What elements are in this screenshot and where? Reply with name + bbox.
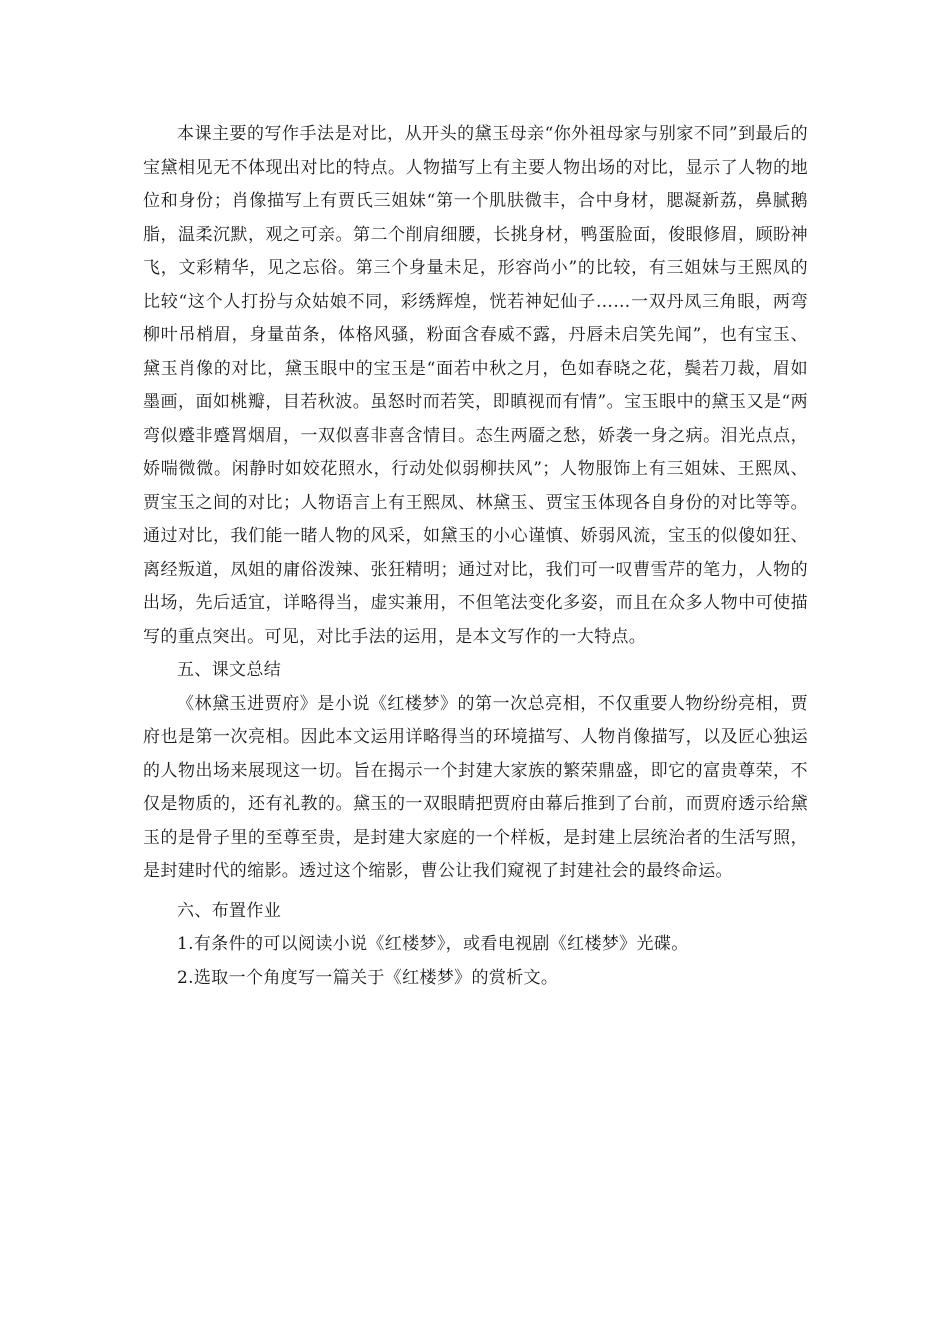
paragraph-lesson-summary: 《林黛玉进贾府》是小说《红楼梦》的第一次总亮相，不仅重要人物纷纷亮相，贾府也是第一次亮相。因此本文运用详略得当的环境描写、人物肖像描写，以及匠心独运的人物出场来展现这一切。旨在揭示一个封建大家族的繁荣鼎盛，即它的富贵尊荣，不仅是物质的，还有礼教的。黛玉的一双眼睛把贾府由幕后推到了台前，而贾府透示给黛玉的是骨子里的至尊至贵，是封建大家庭的一个样板，是封建上层统治者的生活写照，是封建时代的缩影。透过这个缩影，曹公让我们窥视了封建社会的最终命运。	[143, 693, 808, 881]
homework-item-2: 2.选取一个角度写一篇关于《红楼梦》的赏析文。	[177, 967, 559, 988]
section-heading-summary: 五、课文总结	[177, 660, 282, 680]
section-heading-homework: 六、布置作业	[177, 900, 282, 921]
homework-item-1: 1.有条件的可以阅读小说《红楼梦》，或看电视剧《红楼梦》光碟。	[177, 934, 689, 954]
document-page	[143, 118, 808, 995]
paragraph-contrast-technique: 本课主要的写作手法是对比，从开头的黛玉母亲“你外祖母家与别家不同”到最后的宝黛相见无不体现出对比的特点。人物描写上有主要人物出场的对比，显示了人物的地位和身份；肖像描写上有贾氏三姐妹“第一个肌肤微丰，合中身材，腮凝新荔，鼻腻鹅脂，温柔沉默，观之可亲。第二个削肩细腰，长挑身材，鸭蛋脸面，俊眼修眉，顾盼神飞，文彩精华，见之忘俗。第三个身量未足，形容尚小”的比较，有三姐妹与王熙凤的比较“这个人打扮与众姑娘不同，彩绣辉煌，恍若神妃仙子……一双丹凤三角眼，两弯柳叶吊梢眉，身量苗条，体格风骚，粉面含春威不露，丹唇未启笑先闻”，也有宝玉、黛玉肖像的对比，黛玉眼中的宝玉是“面若中秋之月，色如春晓之花，鬓若刀裁，眉如墨画，面如桃瓣，目若秋波。虽怒时而若笑，即瞋视而有情”。宝玉眼中的黛玉又是“两弯似蹙非蹙罥烟眉，一双似喜非喜含情目。态生两靥之愁，娇袭一身之病。泪光点点，娇喘微微。闲静时如姣花照水，行动处似弱柳扶风”；人物服饰上有三姐妹、王熙凤、贾宝玉之间的对比；人物语言上有王熙凤、林黛玉、贾宝玉体现各自身份的对比等等。通过对比，我们能一睹人物的风采，如黛玉的小心谨慎、娇弱风流，宝玉的似傻如狂、离经叛道，凤姐的庸俗泼辣、张狂精明；通过对比，我们可一叹曹雪芹的笔力，人物的出场，先后适宜，详略得当，虚实兼用，不但笔法变化多姿，而且在众多人物中可使描写的重点突出。可见，对比手法的运用，是本文写作的一大特点。	[143, 124, 808, 647]
